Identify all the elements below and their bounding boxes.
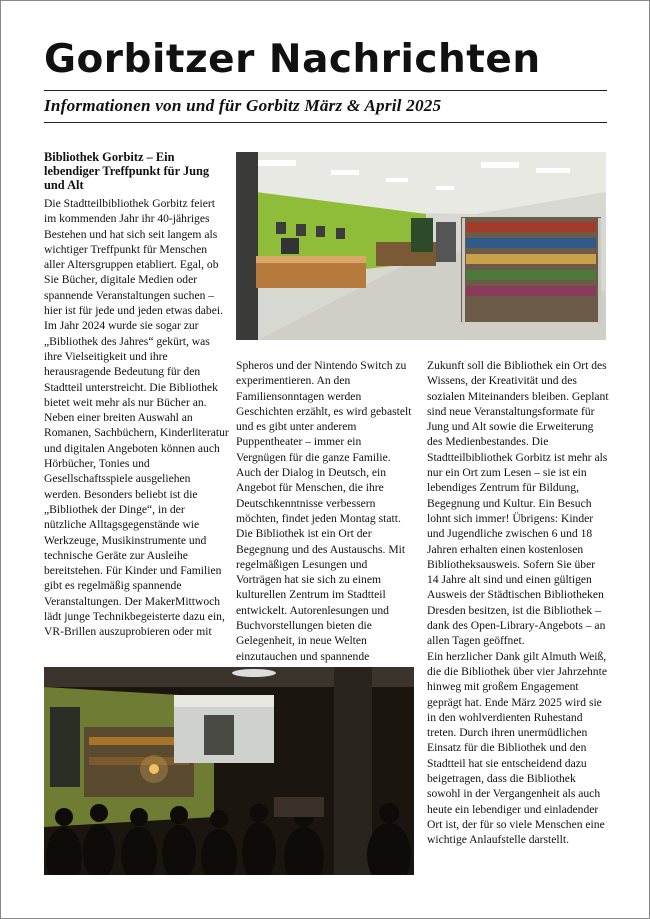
article-column-1: Die Stadtteilbibliothek Gorbitz feiert im kommenden Jahr ihr 40-jähriges Bestehen und hat sich seit langem als wichtiger Treffpunkt für Menschen aller Altersgruppen etabliert. Egal, ob Sie Bücher, digitale Medien oder spannende Veranstaltungen suchen – hier ist für jede und jeden etwas dabei. Im Jahr 2024 wurde sie sogar zur „Bibliothek des Jahres“ gekürt, was ihre Vielseitigkeit und ihre herausragende Bedeutung für den Stadtteil unterstreicht. Die Bibliothek bietet weit mehr als nur Bücher an. Neben einer breiten Auswahl an Romanen, Sachbüchern, Kinderliteratur und digitalen Angeboten können auch Hörbücher, Tonies und Gesellschaftsspiele ausgeliehen werden. Besonders beliebt ist die „Bibliothek der Dinge“, in der nützliche Alltagsgegenstände wie Werkzeuge, Musikinstrumente und technische Geräte zur Ausleihe bereitstehen. Für Kinder und Familien gibt es regelmäßig spannende Veranstaltungen. Der MakerMittwoch lädt junge Technikbegeisterte dazu ein, VR-Brillen auszuprobieren oder mit [44,197,229,639]
article-headline: Bibliothek Gorbitz – Ein lebendiger Treffpunkt für Jung und Alt [44,150,210,192]
issue-tagline: Informationen von und für Gorbitz März & April 2025 [44,96,442,115]
library-event-image [44,667,414,875]
article-column-3-paragraph-1: Zukunft soll die Bibliothek ein Ort des Wissens, der Kreativität und des sozialen Miteinanders bleiben. Geplant sind neue Veranstaltungsformate für Jung und Alt sowie die Erweiterung des Medienbestandes. Die Stadtteilbibliothek Gorbitz ist mehr als nur ein Ort zum Lesen – sie ist ein lebendiges Zentrum für Bildung, Begegnung und Kultur. Ein Besuch lohnt sich immer! Übrigens: Kinder und Jugendliche zwischen 6 und 18 Jahren erhalten einen kostenlosen Bibliotheksausweis. Sofern Sie über 14 Jahre alt sind und einen gültigen Ausweis der Städtischen Bibliotheken Dresden besitzen, ist die Bibliothek – dank des Open-Library-Angebots – an allen Tagen geöffnet. [427,359,609,648]
header-rule-bottom [44,122,607,123]
header-rule-top [44,90,607,91]
article-column-3-paragraph-2: Ein herzlicher Dank gilt Almuth Weiß, die die Bibliothek über vier Jahrzehnte hinweg mit großem Engagement geprägt hat. Ende März 2025 wird sie in den wohlverdienten Ruhestand treten. Durch ihren unermüdlichen Einsatz für die Bibliothek und den Stadtteil hat sie entscheidend dazu beigetragen, dass die Bibliothek sowohl in der Vergangenheit als auch heute ein lebendiger und einladender Ort ist, der für so viele Menschen eine wichtige Anlaufstelle darstellt. [427,649,607,847]
library-event-photo [44,667,414,875]
article-column-3 [427,358,609,848]
library-interior-photo [236,152,606,340]
article-column-2: Spheros und der Nintendo Switch zu experimentieren. An den Familiensonntagen werden Geschichten erzählt, es wird gebastelt und es gibt unter anderem Puppentheater – immer ein Vergnügen für die ganze Familie. Auch der Dialog in Deutsch, ein Angebot für Menschen, die ihre Deutschkenntnisse verbessern möchten, findet jeden Montag statt. Die Bibliothek ist ein Ort der Begegnung und des Austauschs. Mit regelmäßigen Lesungen und Vorträgen hat sie sich zu einem kulturellen Zentrum im Stadtteil entwickelt. Autorenlesungen und Buchvorstellungen bieten die Gelegenheit, in neue Welten einzutauchen und spannende [236,359,412,663]
newspaper-title: Gorbitzer Nachrichten [44,37,541,82]
library-interior-image [236,152,606,340]
